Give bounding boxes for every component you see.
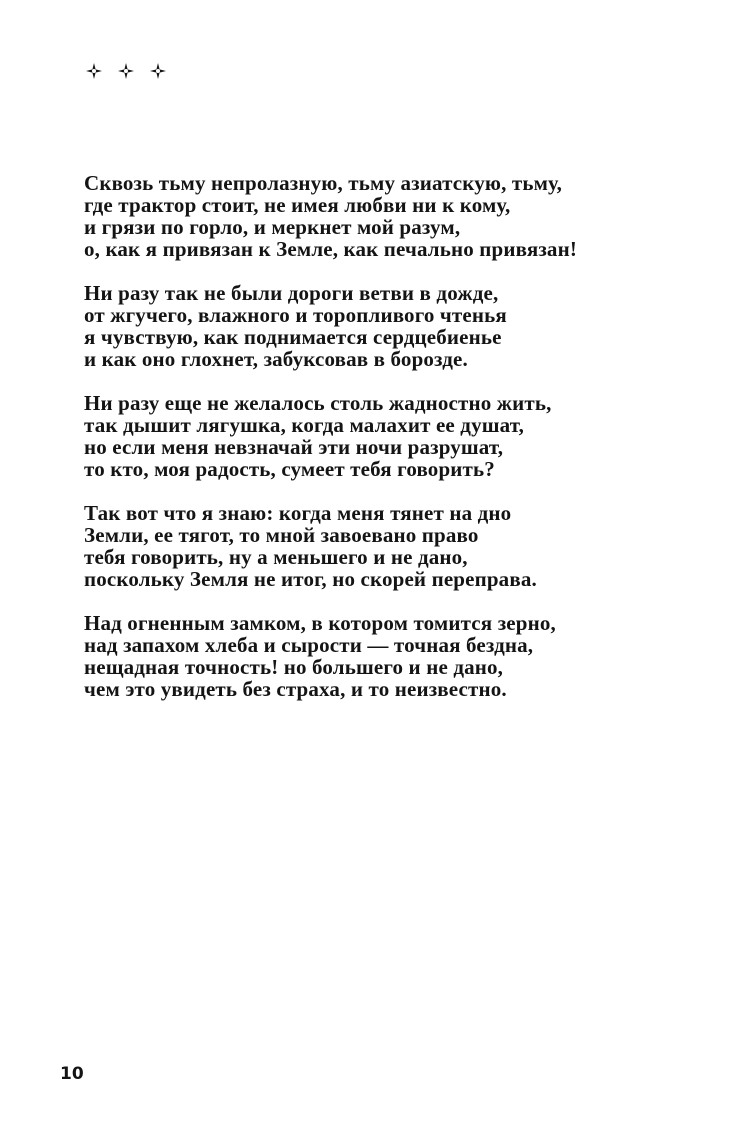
four-point-star-icon bbox=[118, 63, 134, 79]
poem-line: о, как я привязан к Земле, как печально привязан! bbox=[84, 237, 577, 261]
stanza bbox=[84, 172, 684, 260]
poem-line: Земли, ее тягот, то мной завоевано право bbox=[84, 523, 479, 547]
poem-line: и грязи по горло, и меркнет мой разум, bbox=[84, 215, 461, 239]
poem-line: Сквозь тьму непролазную, тьму азиатскую, тьму, bbox=[84, 171, 563, 195]
poem-line: Над огненным замком, в котором томится зерно, bbox=[84, 611, 556, 635]
stanza bbox=[84, 502, 684, 590]
poem bbox=[84, 172, 684, 722]
four-point-star-icon bbox=[150, 63, 166, 79]
poem-line: и как оно глохнет, забуксовав в борозде. bbox=[84, 347, 468, 371]
page-number: 10 bbox=[60, 1064, 84, 1084]
stanza bbox=[84, 282, 684, 370]
stanza bbox=[84, 612, 684, 700]
poem-line: поскольку Земля не итог, но скорей переправа. bbox=[84, 567, 537, 591]
section-ornament bbox=[86, 63, 166, 79]
poem-line: Так вот что я знаю: когда меня тянет на дно bbox=[84, 501, 512, 525]
poem-line: Ни разу еще не желалось столь жадностно жить, bbox=[84, 391, 552, 415]
poem-line: то кто, моя радость, сумеет тебя говорить? bbox=[84, 457, 495, 481]
poem-line: где трактор стоит, не имея любви ни к кому, bbox=[84, 193, 511, 217]
poem-line: Ни разу так не были дороги ветви в дожде, bbox=[84, 281, 499, 305]
poem-line: но если меня невзначай эти ночи разрушат, bbox=[84, 435, 504, 459]
poem-line: над запахом хлеба и сырости — точная бездна, bbox=[84, 633, 534, 657]
poem-line: я чувствую, как поднимается сердцебиенье bbox=[84, 325, 502, 349]
poem-line: нещадная точность! но большего и не дано, bbox=[84, 655, 504, 679]
four-point-star-icon bbox=[86, 63, 102, 79]
poem-line: тебя говорить, ну а меньшего и не дано, bbox=[84, 545, 468, 569]
poem-line: чем это увидеть без страха, и то неизвестно. bbox=[84, 677, 507, 701]
poem-line: от жгучего, влажного и торопливого чтенья bbox=[84, 303, 507, 327]
poem-line: так дышит лягушка, когда малахит ее душат, bbox=[84, 413, 524, 437]
stanza bbox=[84, 392, 684, 480]
